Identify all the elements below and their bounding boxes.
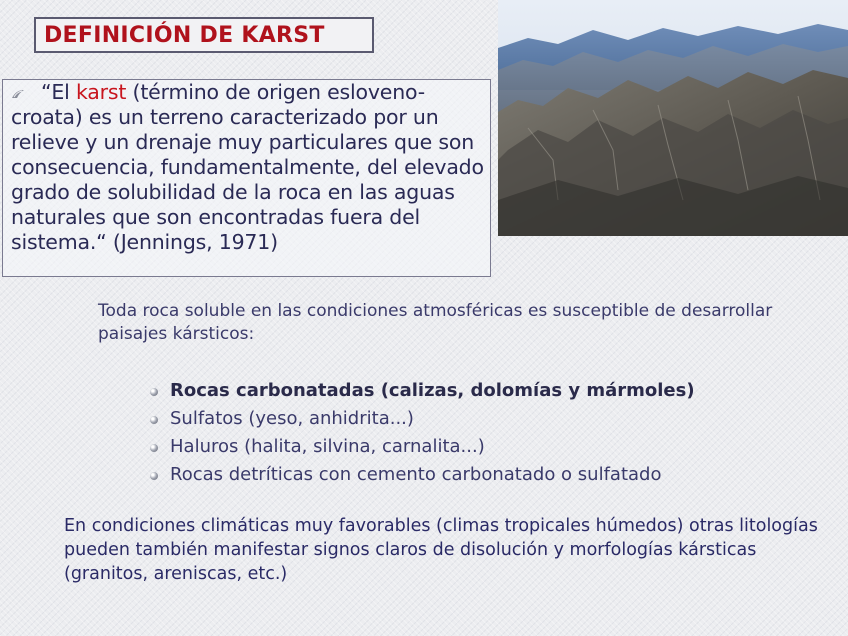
intro-paragraph: Toda roca soluble en las condiciones atmosféricas es susceptible de desarrollar paisajes kársticos: [98, 301, 773, 344]
definition-box [2, 79, 491, 277]
title-box [34, 17, 374, 53]
karst-landscape-photo [498, 0, 848, 236]
closing-paragraph: En condiciones climáticas muy favorables (climas tropicales húmedos) otras litologías pueden también manifestar signos claros de disolución y morfologías kársticas (granitos, areniscas, etc.) [64, 516, 818, 584]
bullet-icon [150, 388, 158, 396]
definition-body: (término de origen esloveno-croata) es un terreno caracterizado por un relieve y un drenaje muy particulares que son consecuencia, fundamentalmente, del elevado grado de solubilidad de la roca en las aguas naturales que son encontradas fuera del sistema.“ (Jennings, 1971) [11, 80, 484, 254]
definition-keyword: karst [76, 80, 127, 104]
bullet-icon [150, 472, 158, 480]
bullet-icon [150, 416, 158, 424]
bullet-icon [150, 444, 158, 452]
karst-definition [11, 80, 489, 255]
definition-open: “El [41, 80, 76, 104]
slide-title: DEFINICIÓN DE KARST [44, 23, 325, 48]
